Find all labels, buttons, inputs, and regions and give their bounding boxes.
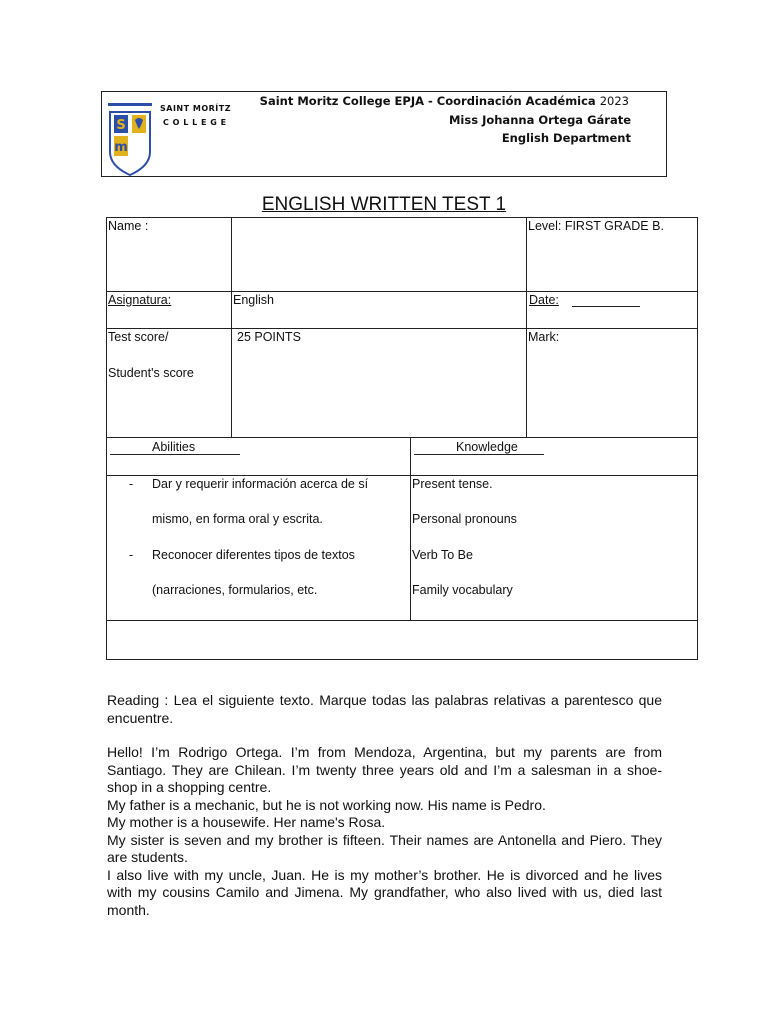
header-teacher: Miss Johanna Ortega Gárate: [448, 113, 631, 127]
reading-paragraph: I also live with my uncle, Juan. He is my mother’s brother. He is divorced and he lives with my cousins Camilo and Jimena. My grandfather, who also lived with us, died last month.: [107, 866, 662, 918]
name-label: Name :: [108, 219, 149, 233]
knowledge-item: Present tense.: [412, 477, 493, 491]
reading-section: [107, 692, 662, 919]
school-name-sub: C O L L E G E: [163, 118, 227, 127]
name-input-cell[interactable]: [231, 217, 527, 292]
reading-instruction: Reading : Lea el siguiente texto. Marque todas las palabras relativas a parentesco que encuentre.: [107, 692, 662, 726]
knowledge-item: Verb To Be: [412, 548, 473, 562]
header-line-1: [260, 94, 629, 108]
header-department: English Department: [501, 131, 631, 145]
school-crest-icon: [108, 100, 152, 176]
knowledge-item: Personal pronouns: [412, 512, 517, 526]
subject-label: [108, 293, 171, 307]
ability-item: mismo, en forma oral y escrita.: [152, 512, 323, 526]
score-label-cell: [106, 328, 232, 438]
knowledge-header-cell: [410, 437, 698, 476]
ability-dash: -: [129, 548, 134, 562]
student-score-label: Student's score: [108, 366, 194, 380]
ability-item: (narraciones, formularios, etc.: [152, 583, 318, 597]
knowledge-item: Family vocabulary: [412, 583, 513, 597]
reading-paragraph: My mother is a housewife. Her name's Rosa.: [107, 814, 386, 830]
date-label-text: Date:: [529, 293, 559, 307]
ability-item: Reconocer diferentes tipos de textos: [152, 548, 355, 562]
score-value: 25 POINTS: [237, 330, 301, 344]
subject-value-cell: [231, 291, 527, 329]
level-label: Level: FIRST GRADE B.: [528, 219, 664, 233]
reading-paragraph: Hello! I’m Rodrigo Ortega. I’m from Mendoza, Argentina, but my parents are from Santiago. They are Chilean. I’m twenty three years old and I’m a salesman in a shoe-shop in a shopping centre.: [107, 744, 662, 795]
ability-dash: -: [129, 477, 134, 491]
subject-label-text: Asignatura:: [108, 293, 172, 307]
empty-row-cell: [106, 620, 698, 660]
abilities-header: Abilities: [152, 440, 196, 454]
test-score-label: Test score/: [108, 330, 169, 344]
header-year: 2023: [599, 94, 629, 108]
ability-item: Dar y requerir información acerca de sí: [152, 477, 369, 491]
subject-value: English: [233, 293, 274, 307]
crest-letter-s: S: [116, 118, 126, 133]
knowledge-header-underline: [414, 454, 544, 455]
crest-letter-m: m: [114, 140, 128, 155]
page-title-text: ENGLISH WRITTEN TEST 1: [261, 194, 507, 215]
reading-paragraph: My sister is seven and my brother is fifteen. Their names are Antonella and Piero. They are students.: [107, 831, 662, 865]
date-label: [529, 293, 559, 307]
mark-cell[interactable]: [526, 328, 698, 438]
date-blank-line[interactable]: [572, 306, 640, 307]
header-institution: Saint Moritz College EPJA - Coordinación Académica: [259, 94, 596, 108]
page-title: [0, 194, 768, 216]
abilities-header-underline: [110, 454, 240, 455]
school-name: SAINT MORÍTZ: [160, 104, 232, 113]
knowledge-header: Knowledge: [456, 440, 518, 454]
score-value-cell: [231, 328, 527, 438]
mark-label: Mark:: [528, 330, 560, 344]
reading-paragraph: My father is a mechanic, but he is not working now. His name is Pedro.: [107, 796, 546, 813]
